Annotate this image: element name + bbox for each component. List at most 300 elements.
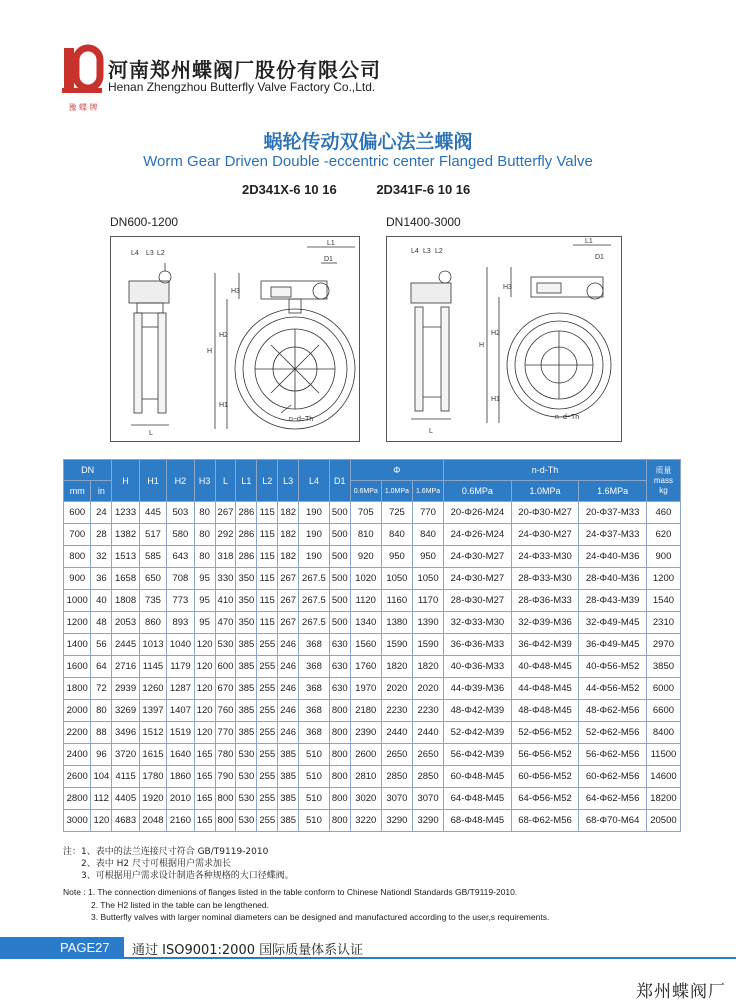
- table-cell: 1400: [64, 634, 91, 656]
- table-cell: 445: [139, 502, 166, 524]
- table-cell: 190: [299, 524, 330, 546]
- table-cell: 893: [167, 612, 194, 634]
- table-cell: 72: [91, 678, 112, 700]
- table-cell: 780: [215, 744, 236, 766]
- table-cell: 32: [91, 546, 112, 568]
- table-cell: 40-Φ48-M45: [511, 656, 579, 678]
- table-cell: 28-Φ40-M36: [579, 568, 647, 590]
- table-cell: 56-Φ56-M52: [511, 744, 579, 766]
- note-en-3: 3. Butterfly valves with larger nominal diameters can be designed and manufactured according to the user,s requirements.: [91, 912, 550, 922]
- table-cell: 1513: [112, 546, 139, 568]
- table-cell: 2053: [112, 612, 139, 634]
- table-cell: 1013: [139, 634, 166, 656]
- table-cell: 800: [329, 722, 350, 744]
- table-cell: 190: [299, 502, 330, 524]
- table-cell: 40-Φ56-M52: [579, 656, 647, 678]
- header-mm: mm: [64, 481, 91, 502]
- table-cell: 1970: [350, 678, 381, 700]
- right-drawing-label: DN1400-3000: [386, 215, 461, 229]
- table-cell: 44-Φ56-M52: [579, 678, 647, 700]
- table-cell: 773: [167, 590, 194, 612]
- note-en-1: Note : 1. The connection dimenions of flanges listed in the table conform to Chinese Nationdl Standards GB/T9119-2010.: [63, 887, 518, 897]
- table-cell: 800: [329, 788, 350, 810]
- table-cell: 246: [278, 722, 299, 744]
- table-cell: 20-Φ26-M24: [444, 502, 512, 524]
- table-cell: 503: [167, 502, 194, 524]
- table-cell: 3850: [646, 656, 680, 678]
- header-phi-10: 1.0MPa: [381, 481, 412, 502]
- table-cell: 600: [64, 502, 91, 524]
- table-cell: 56-Φ42-M39: [444, 744, 512, 766]
- table-cell: 182: [278, 546, 299, 568]
- table-cell: 4405: [112, 788, 139, 810]
- table-cell: 1200: [646, 568, 680, 590]
- table-cell: 24-Φ40-M36: [579, 546, 647, 568]
- table-cell: 255: [257, 810, 278, 832]
- table-cell: 800: [329, 744, 350, 766]
- table-cell: 840: [381, 524, 412, 546]
- corner-watermark: 郑州蝶阀厂: [636, 982, 726, 1002]
- table-cell: 330: [215, 568, 236, 590]
- table-cell: 368: [299, 634, 330, 656]
- table-cell: 580: [167, 524, 194, 546]
- table-cell: 2970: [646, 634, 680, 656]
- table-cell: 1808: [112, 590, 139, 612]
- table-cell: 1780: [139, 766, 166, 788]
- table-cell: 350: [236, 612, 257, 634]
- table-cell: 708: [167, 568, 194, 590]
- dim-L1-right: L1: [585, 238, 593, 245]
- table-cell: 1640: [167, 744, 194, 766]
- table-cell: 1020: [350, 568, 381, 590]
- table-cell: 1407: [167, 700, 194, 722]
- dim-ndth: n−d−Th: [289, 416, 314, 423]
- header-L2: L2: [257, 460, 278, 502]
- dim-H2: H2: [219, 332, 228, 339]
- table-cell: 1050: [381, 568, 412, 590]
- dim-H-right: H: [479, 342, 485, 349]
- table-cell: 860: [139, 612, 166, 634]
- table-cell: 1170: [412, 590, 443, 612]
- table-cell: 44-Φ39-M36: [444, 678, 512, 700]
- table-cell: 500: [329, 502, 350, 524]
- table-cell: 115: [257, 590, 278, 612]
- table-cell: 2000: [64, 700, 91, 722]
- table-cell: 500: [329, 524, 350, 546]
- table-cell: 1120: [350, 590, 381, 612]
- table-cell: 104: [91, 766, 112, 788]
- table-cell: 1340: [350, 612, 381, 634]
- table-cell: 1820: [412, 656, 443, 678]
- page-number: PAGE27: [0, 937, 124, 959]
- table-cell: 165: [194, 810, 215, 832]
- table-cell: 900: [64, 568, 91, 590]
- table-cell: 3070: [381, 788, 412, 810]
- table-cell: 790: [215, 766, 236, 788]
- table-cell: 3496: [112, 722, 139, 744]
- table-row: [64, 766, 681, 788]
- header-phi-16: 1.6MPa: [412, 481, 443, 502]
- table-cell: 517: [139, 524, 166, 546]
- table-cell: 368: [299, 722, 330, 744]
- table-cell: 18200: [646, 788, 680, 810]
- table-cell: 52-Φ62-M56: [579, 722, 647, 744]
- dim-ndth-right: n−d−Th: [555, 414, 580, 421]
- table-cell: 950: [412, 546, 443, 568]
- table-cell: 28-Φ36-M33: [511, 590, 579, 612]
- table-cell: 40: [91, 590, 112, 612]
- header-in: in: [91, 481, 112, 502]
- table-cell: 350: [236, 568, 257, 590]
- table-cell: 120: [194, 700, 215, 722]
- table-cell: 385: [278, 810, 299, 832]
- dim-L4-right: L4: [411, 248, 419, 255]
- dim-L4: L4: [131, 250, 139, 257]
- dim-H1: H1: [219, 402, 228, 409]
- table-cell: 96: [91, 744, 112, 766]
- table-cell: 1287: [167, 678, 194, 700]
- table-cell: 2200: [64, 722, 91, 744]
- dim-L1: L1: [327, 240, 335, 247]
- model-b: 2D341F-6 10 16: [376, 182, 471, 197]
- table-cell: 267: [278, 612, 299, 634]
- table-cell: 64: [91, 656, 112, 678]
- table-cell: 2180: [350, 700, 381, 722]
- table-cell: 1615: [139, 744, 166, 766]
- model-numbers: [242, 182, 506, 197]
- table-cell: 385: [236, 700, 257, 722]
- table-cell: 6600: [646, 700, 680, 722]
- table-cell: 3020: [350, 788, 381, 810]
- table-cell: 2230: [381, 700, 412, 722]
- table-cell: 28-Φ33-M30: [511, 568, 579, 590]
- table-cell: 1380: [381, 612, 412, 634]
- table-cell: 32-Φ39-M36: [511, 612, 579, 634]
- table-cell: 2020: [412, 678, 443, 700]
- table-cell: 4115: [112, 766, 139, 788]
- table-cell: 600: [215, 656, 236, 678]
- table-cell: 800: [329, 700, 350, 722]
- table-cell: 1397: [139, 700, 166, 722]
- table-cell: 2048: [139, 810, 166, 832]
- table-cell: 267.5: [299, 568, 330, 590]
- table-cell: 1800: [64, 678, 91, 700]
- table-cell: 510: [299, 788, 330, 810]
- table-cell: 20-Φ37-M33: [579, 502, 647, 524]
- table-cell: 385: [278, 766, 299, 788]
- table-cell: 530: [236, 744, 257, 766]
- table-cell: 585: [139, 546, 166, 568]
- dim-L-right: L: [429, 428, 433, 435]
- table-cell: 64-Φ56-M52: [511, 788, 579, 810]
- table-cell: 255: [257, 700, 278, 722]
- table-cell: 500: [329, 590, 350, 612]
- table-row: [64, 546, 681, 568]
- table-cell: 120: [194, 634, 215, 656]
- table-cell: 1040: [167, 634, 194, 656]
- dim-L2: L2: [157, 250, 165, 257]
- table-cell: 1519: [167, 722, 194, 744]
- table-cell: 630: [329, 634, 350, 656]
- company-logo: [60, 44, 104, 100]
- table-cell: 510: [299, 766, 330, 788]
- table-cell: 60-Φ48-M45: [444, 766, 512, 788]
- table-cell: 8400: [646, 722, 680, 744]
- table-cell: 28-Φ30-M27: [444, 590, 512, 612]
- table-cell: 700: [64, 524, 91, 546]
- table-cell: 500: [329, 612, 350, 634]
- table-cell: 800: [215, 788, 236, 810]
- table-cell: 112: [91, 788, 112, 810]
- table-cell: 1560: [350, 634, 381, 656]
- table-cell: 770: [412, 502, 443, 524]
- header-phi: Φ: [350, 460, 443, 481]
- table-cell: 24-Φ30-M27: [444, 568, 512, 590]
- table-cell: 11500: [646, 744, 680, 766]
- header-phi-06: 0.6MPa: [350, 481, 381, 502]
- table-cell: 24-Φ26-M24: [444, 524, 512, 546]
- table-cell: 32-Φ49-M45: [579, 612, 647, 634]
- table-cell: 1760: [350, 656, 381, 678]
- table-cell: 2716: [112, 656, 139, 678]
- header-mass-unit: kg: [659, 485, 668, 495]
- table-cell: 530: [236, 810, 257, 832]
- header-L1: L1: [236, 460, 257, 502]
- table-cell: 3269: [112, 700, 139, 722]
- table-cell: 80: [194, 524, 215, 546]
- header-nd-10: 1.0MPa: [511, 481, 579, 502]
- product-title-en: Worm Gear Driven Double -eccentric center Flanged Butterfly Valve: [143, 153, 593, 170]
- table-cell: 1860: [167, 766, 194, 788]
- header-nd-16: 1.6MPa: [579, 481, 647, 502]
- table-cell: 60-Φ56-M52: [511, 766, 579, 788]
- dim-H3-right: H3: [503, 284, 512, 291]
- table-cell: 2160: [167, 810, 194, 832]
- table-cell: 2850: [412, 766, 443, 788]
- table-cell: 800: [329, 810, 350, 832]
- table-row: [64, 656, 681, 678]
- table-cell: 60-Φ62-M56: [579, 766, 647, 788]
- table-cell: 255: [257, 766, 278, 788]
- table-cell: 1600: [64, 656, 91, 678]
- table-cell: 1000: [64, 590, 91, 612]
- right-valve-drawing: [386, 236, 622, 442]
- table-cell: 48-Φ48-M45: [511, 700, 579, 722]
- table-cell: 1390: [412, 612, 443, 634]
- table-cell: 88: [91, 722, 112, 744]
- table-cell: 80: [194, 546, 215, 568]
- table-cell: 24-Φ30-M27: [511, 524, 579, 546]
- table-cell: 95: [194, 590, 215, 612]
- table-cell: 3290: [412, 810, 443, 832]
- table-row: [64, 678, 681, 700]
- table-cell: 2600: [64, 766, 91, 788]
- header-nd-06: 0.6MPa: [444, 481, 512, 502]
- table-cell: 800: [215, 810, 236, 832]
- table-cell: 36-Φ36-M33: [444, 634, 512, 656]
- table-cell: 6000: [646, 678, 680, 700]
- table-cell: 286: [236, 502, 257, 524]
- table-cell: 68-Φ70-M64: [579, 810, 647, 832]
- table-cell: 2939: [112, 678, 139, 700]
- table-cell: 1200: [64, 612, 91, 634]
- table-cell: 368: [299, 678, 330, 700]
- header-H2: H2: [167, 460, 194, 502]
- table-cell: 735: [139, 590, 166, 612]
- table-cell: 115: [257, 568, 278, 590]
- table-cell: 3220: [350, 810, 381, 832]
- table-cell: 1820: [381, 656, 412, 678]
- table-cell: 120: [194, 722, 215, 744]
- table-cell: 182: [278, 502, 299, 524]
- dim-L3-right: L3: [423, 248, 431, 255]
- notes-cn: [63, 846, 294, 882]
- table-cell: 530: [236, 766, 257, 788]
- header-ndth: n-d-Th: [444, 460, 647, 481]
- logo-subtitle: 豫 蝶 牌: [68, 103, 98, 112]
- table-cell: 115: [257, 502, 278, 524]
- table-cell: 318: [215, 546, 236, 568]
- table-row: [64, 634, 681, 656]
- company-name-cn: 河南郑州蝶阀厂股份有限公司: [108, 58, 381, 82]
- table-cell: 246: [278, 656, 299, 678]
- product-title-cn: 蜗轮传动双偏心法兰蝶阀: [263, 131, 473, 153]
- table-cell: 24: [91, 502, 112, 524]
- table-cell: 920: [350, 546, 381, 568]
- table-cell: 40-Φ36-M33: [444, 656, 512, 678]
- header-mass-cn: 质量: [655, 465, 672, 475]
- table-cell: 500: [329, 568, 350, 590]
- table-cell: 725: [381, 502, 412, 524]
- iso-certification: 通过 ISO9001:2000 国际质量体系认证: [132, 943, 364, 958]
- table-cell: 182: [278, 524, 299, 546]
- header-L4: L4: [299, 460, 330, 502]
- table-cell: 68-Φ48-M45: [444, 810, 512, 832]
- table-row: [64, 612, 681, 634]
- dim-L3: L3: [146, 250, 154, 257]
- table-row: [64, 810, 681, 832]
- table-cell: 246: [278, 700, 299, 722]
- table-cell: 52-Φ56-M52: [511, 722, 579, 744]
- table-cell: 1512: [139, 722, 166, 744]
- table-cell: 24-Φ30-M27: [444, 546, 512, 568]
- spec-table-body: [64, 502, 681, 832]
- table-cell: 1145: [139, 656, 166, 678]
- table-cell: 255: [257, 722, 278, 744]
- dim-D1: D1: [324, 256, 333, 263]
- table-cell: 165: [194, 788, 215, 810]
- table-cell: 24-Φ37-M33: [579, 524, 647, 546]
- note-cn-1: 注：1、表中的法兰连接尺寸符合 GB/T9119-2010: [63, 847, 269, 857]
- table-cell: 80: [91, 700, 112, 722]
- table-cell: 2310: [646, 612, 680, 634]
- header-mass-en: mass: [653, 475, 673, 485]
- table-cell: 2440: [381, 722, 412, 744]
- header-H: H: [112, 460, 139, 502]
- table-row: [64, 568, 681, 590]
- table-cell: 267: [215, 502, 236, 524]
- table-cell: 246: [278, 634, 299, 656]
- header-H3: H3: [194, 460, 215, 502]
- table-cell: 620: [646, 524, 680, 546]
- table-cell: 385: [236, 634, 257, 656]
- table-cell: 368: [299, 700, 330, 722]
- table-cell: 68-Φ62-M56: [511, 810, 579, 832]
- header-L: L: [215, 460, 236, 502]
- table-cell: 2010: [167, 788, 194, 810]
- table-cell: 165: [194, 766, 215, 788]
- table-cell: 1050: [412, 568, 443, 590]
- table-cell: 120: [194, 678, 215, 700]
- header-H1: H1: [139, 460, 166, 502]
- table-cell: 246: [278, 678, 299, 700]
- table-cell: 500: [329, 546, 350, 568]
- dim-L2-right: L2: [435, 248, 443, 255]
- table-cell: 267: [278, 568, 299, 590]
- table-cell: 115: [257, 524, 278, 546]
- notes-en: [63, 886, 549, 924]
- table-cell: 80: [194, 502, 215, 524]
- table-cell: 255: [257, 744, 278, 766]
- table-cell: 1590: [381, 634, 412, 656]
- header-dn: DN: [64, 460, 112, 481]
- table-cell: 255: [257, 634, 278, 656]
- table-row: [64, 590, 681, 612]
- dim-H3: H3: [231, 288, 240, 295]
- dim-L: L: [149, 430, 153, 437]
- table-cell: 28-Φ43-M39: [579, 590, 647, 612]
- table-cell: 36: [91, 568, 112, 590]
- table-cell: 2850: [381, 766, 412, 788]
- table-cell: 3070: [412, 788, 443, 810]
- table-cell: 810: [350, 524, 381, 546]
- table-cell: 14600: [646, 766, 680, 788]
- table-cell: 255: [257, 788, 278, 810]
- table-cell: 460: [646, 502, 680, 524]
- table-cell: 385: [236, 722, 257, 744]
- table-cell: 3000: [64, 810, 91, 832]
- table-cell: 770: [215, 722, 236, 744]
- table-cell: 410: [215, 590, 236, 612]
- table-cell: 800: [329, 766, 350, 788]
- table-row: [64, 502, 681, 524]
- table-cell: 510: [299, 744, 330, 766]
- table-cell: 2390: [350, 722, 381, 744]
- table-cell: 2800: [64, 788, 91, 810]
- table-cell: 760: [215, 700, 236, 722]
- table-cell: 385: [236, 656, 257, 678]
- table-row: [64, 788, 681, 810]
- table-row: [64, 524, 681, 546]
- table-cell: 2440: [412, 722, 443, 744]
- dim-H: H: [207, 348, 213, 355]
- table-cell: 470: [215, 612, 236, 634]
- table-cell: 1540: [646, 590, 680, 612]
- table-cell: 48: [91, 612, 112, 634]
- table-cell: 800: [64, 546, 91, 568]
- table-cell: 190: [299, 546, 330, 568]
- table-cell: 267: [278, 590, 299, 612]
- table-cell: 20-Φ30-M27: [511, 502, 579, 524]
- table-cell: 1260: [139, 678, 166, 700]
- header-L3: L3: [278, 460, 299, 502]
- left-valve-drawing: [110, 236, 360, 442]
- header-D1: D1: [329, 460, 350, 502]
- table-cell: 3720: [112, 744, 139, 766]
- table-cell: 165: [194, 744, 215, 766]
- table-cell: 1920: [139, 788, 166, 810]
- dim-D1-right: D1: [595, 254, 604, 261]
